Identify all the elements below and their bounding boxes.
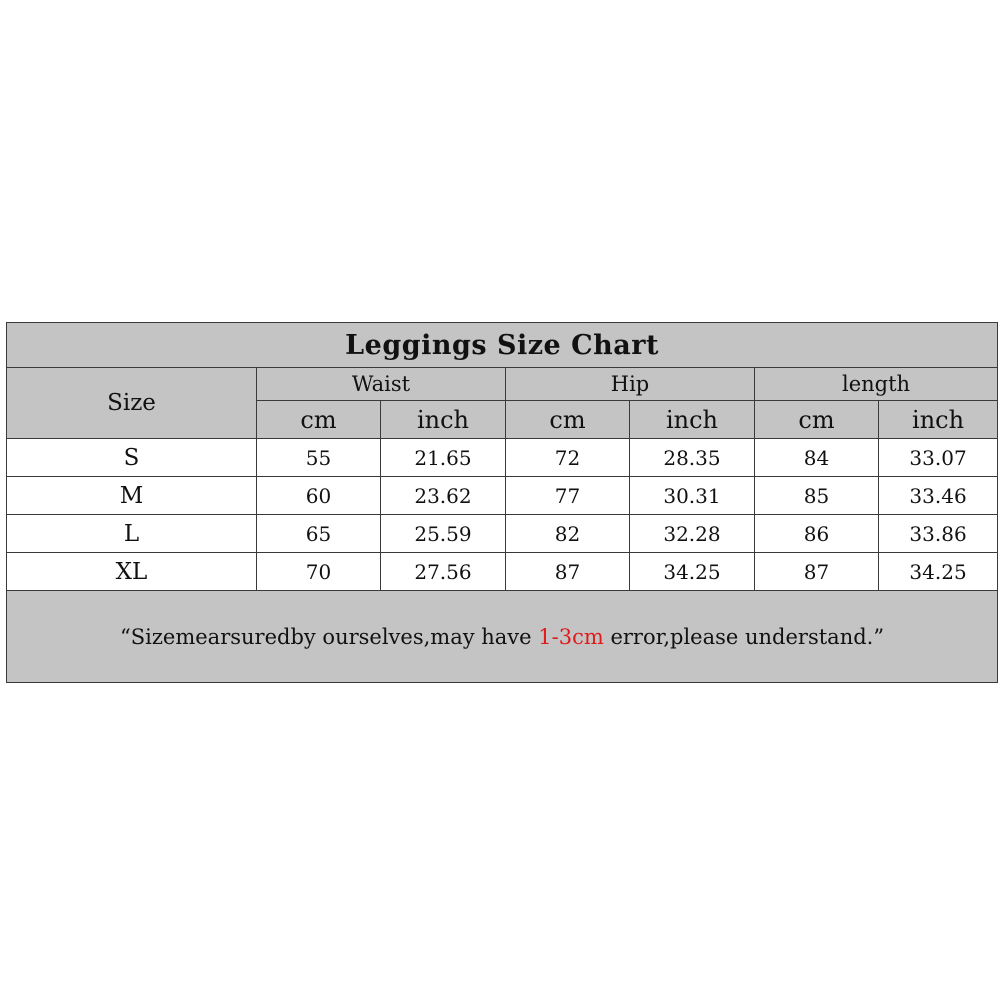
size-label: L xyxy=(7,515,257,553)
title-row xyxy=(7,323,998,368)
table-cell: 34.25 xyxy=(630,553,755,591)
table-cell: 65 xyxy=(257,515,381,553)
length-inch-header: inch xyxy=(879,401,998,439)
table-cell: 70 xyxy=(257,553,381,591)
chart-title: Leggings Size Chart xyxy=(7,323,998,368)
size-column-header: Size xyxy=(7,368,257,439)
group-header-row xyxy=(7,368,998,401)
length-cm-header: cm xyxy=(755,401,879,439)
hip-cm-header: cm xyxy=(506,401,630,439)
table-cell: 25.59 xyxy=(381,515,506,553)
size-label: S xyxy=(7,439,257,477)
size-chart-table xyxy=(6,322,998,683)
table-cell: 33.07 xyxy=(879,439,998,477)
table-cell: 87 xyxy=(755,553,879,591)
note-row xyxy=(7,591,998,683)
table-cell: 28.35 xyxy=(630,439,755,477)
hip-inch-header: inch xyxy=(630,401,755,439)
table-row xyxy=(7,477,998,515)
table-cell: 32.28 xyxy=(630,515,755,553)
table-cell: 85 xyxy=(755,477,879,515)
size-chart-container xyxy=(6,322,997,683)
table-row xyxy=(7,553,998,591)
waist-group-header: Waist xyxy=(257,368,506,401)
table-cell: 77 xyxy=(506,477,630,515)
table-cell: 86 xyxy=(755,515,879,553)
note-error-range: 1-3cm xyxy=(538,624,604,649)
table-cell: 21.65 xyxy=(381,439,506,477)
table-cell: 60 xyxy=(257,477,381,515)
note-text-before: “Sizemearsuredby ourselves,may have xyxy=(120,624,539,649)
hip-group-header: Hip xyxy=(506,368,755,401)
length-group-header: length xyxy=(755,368,998,401)
note-text-after: error,please understand.” xyxy=(603,624,885,649)
size-label: XL xyxy=(7,553,257,591)
table-cell: 33.46 xyxy=(879,477,998,515)
table-cell: 82 xyxy=(506,515,630,553)
table-cell: 23.62 xyxy=(381,477,506,515)
table-row xyxy=(7,515,998,553)
size-label: M xyxy=(7,477,257,515)
table-cell: 30.31 xyxy=(630,477,755,515)
waist-inch-header: inch xyxy=(381,401,506,439)
table-row xyxy=(7,439,998,477)
table-cell: 84 xyxy=(755,439,879,477)
waist-cm-header: cm xyxy=(257,401,381,439)
table-cell: 87 xyxy=(506,553,630,591)
table-cell: 72 xyxy=(506,439,630,477)
table-cell: 27.56 xyxy=(381,553,506,591)
table-cell: 55 xyxy=(257,439,381,477)
table-cell: 34.25 xyxy=(879,553,998,591)
measurement-note xyxy=(7,591,998,683)
table-cell: 33.86 xyxy=(879,515,998,553)
